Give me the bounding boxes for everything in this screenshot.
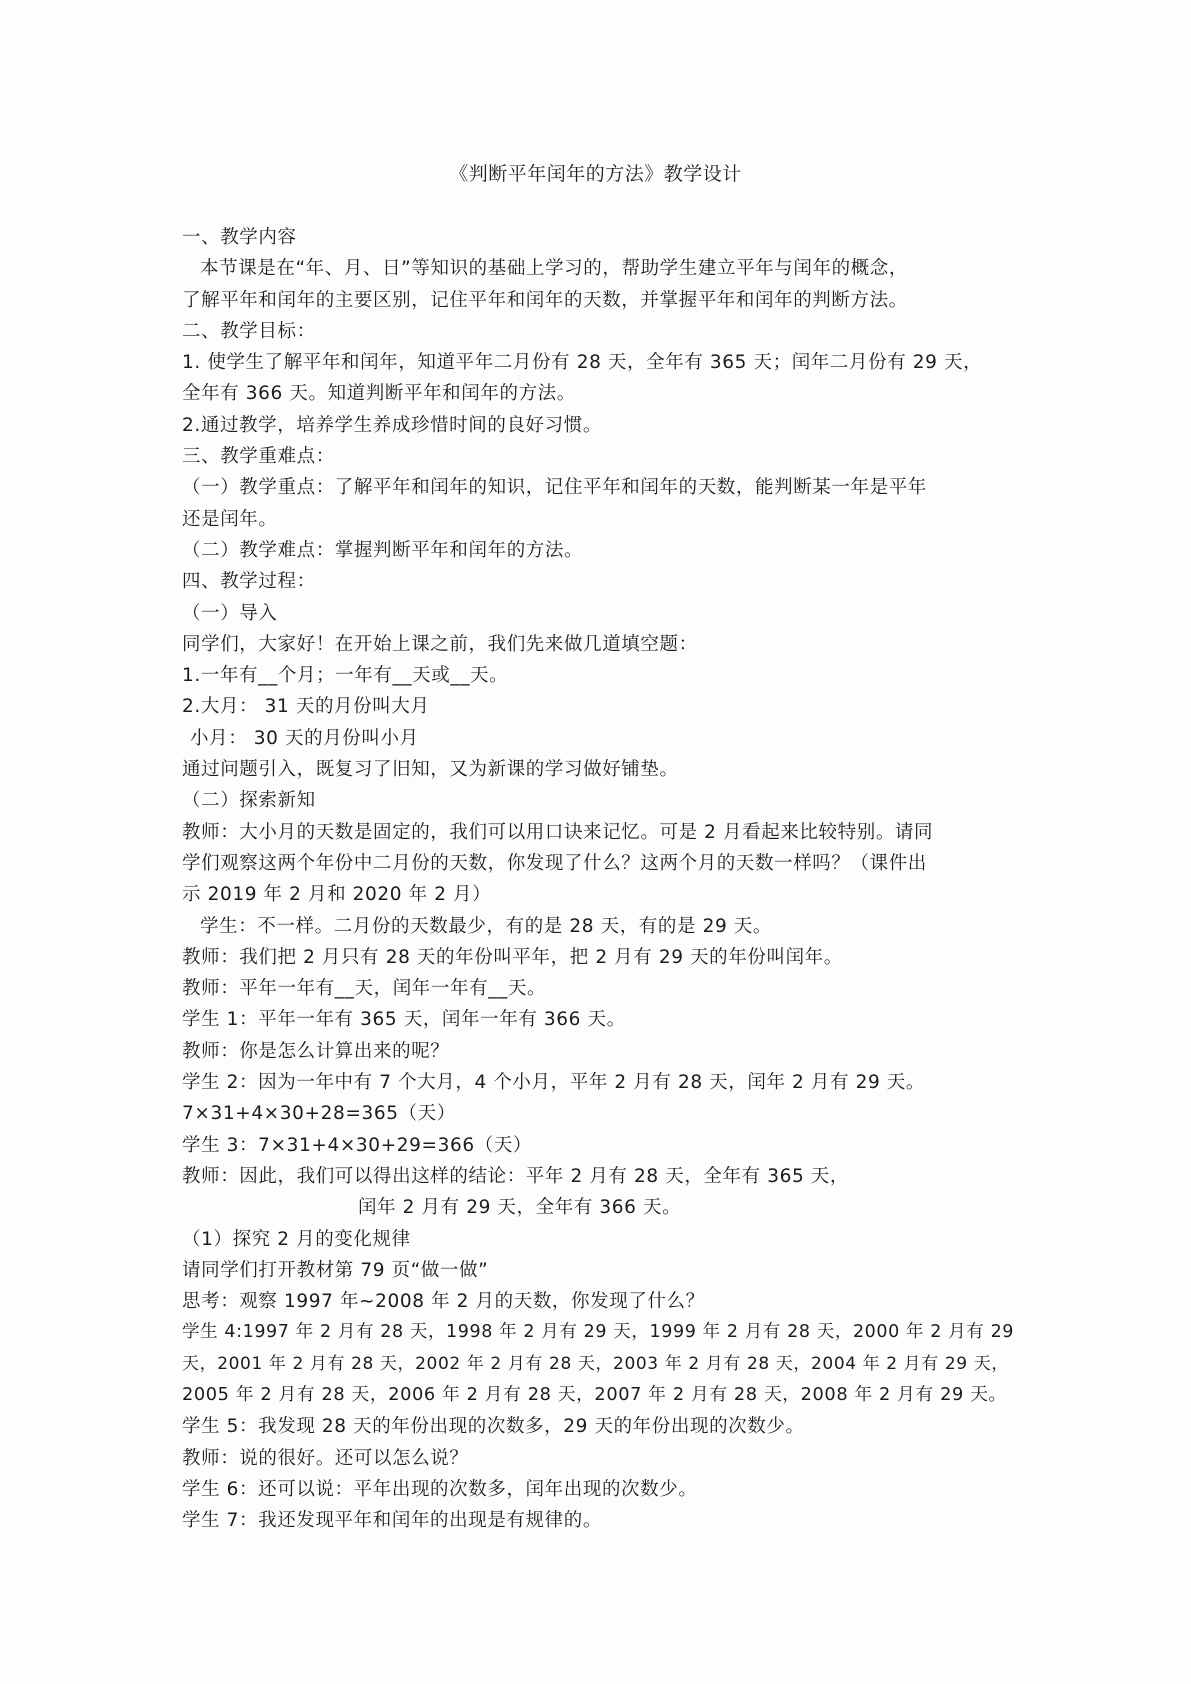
section-heading-key-points: 三、教学重难点： [182, 446, 335, 468]
paragraph-line: 天，2001 年 2 月有 28 天，2002 年 2 月有 28 天，2003 年 2 月有 28 天，2004 年 2 月有 29 天， [182, 1353, 1009, 1374]
paragraph-line: 思考：观察 1997 年~2008 年 2 月的天数，你发现了什么？ [182, 1291, 705, 1313]
subsection-heading-february: （1）探究 2 月的变化规律 [182, 1228, 411, 1250]
subsection-heading-explore: （二）探索新知 [182, 790, 316, 812]
paragraph-line: 教师：我们把 2 月只有 28 天的年份叫平年，把 2 月有 29 天的年份叫闰年。 [182, 946, 843, 968]
paragraph-line: （一）教学重点：了解平年和闰年的知识，记住平年和闰年的天数，能判断某一年是平年 [182, 477, 927, 499]
section-heading-process: 四、教学过程： [182, 571, 316, 593]
paragraph-line: 学生 4:1997 年 2 月有 28 天，1998 年 2 月有 29 天，1999 年 2 月有 28 天，2000 年 2 月有 29 [182, 1322, 1015, 1343]
paragraph-line: 学生 7：我还发现平年和闰年的出现是有规律的。 [182, 1510, 602, 1532]
paragraph-line: 示 2019 年 2 月和 2020 年 2 月） [182, 884, 492, 906]
paragraph-line: 学们观察这两个年份中二月份的天数，你发现了什么？这两个月的天数一样吗？（课件出 [182, 852, 927, 874]
formula-line: 7×31+4×30+28=365（天） [182, 1103, 456, 1125]
section-heading-content: 一、教学内容 [182, 227, 297, 248]
paragraph-line: 学生 1：平年一年有 365 天，闰年一年有 366 天。 [182, 1009, 626, 1031]
paragraph-line: 教师：你是怎么计算出来的呢？ [182, 1040, 450, 1062]
paragraph-line: 通过问题引入，既复习了旧知，又为新课的学习做好铺垫。 [182, 759, 679, 781]
paragraph-line: 1.一年有__个月；一年有__天或__天。 [182, 665, 509, 687]
paragraph-line: 全年有 366 天。知道判断平年和闰年的方法。 [182, 383, 576, 405]
paragraph-line: 1. 使学生了解平年和闰年，知道平年二月份有 28 天，全年有 365 天；闰年二月份有 29 天， [182, 352, 983, 374]
paragraph-line: 还是闰年。 [182, 508, 278, 530]
paragraph-line: 教师：平年一年有__天，闰年一年有__天。 [182, 978, 547, 1000]
paragraph-line: 学生 2：因为一年中有 7 个大月，4 个小月，平年 2 月有 28 天，闰年 2 月有 29 天。 [182, 1072, 926, 1094]
paragraph-line: （二）教学难点：掌握判断平年和闰年的方法。 [182, 539, 584, 561]
paragraph-line: 教师：说的很好。还可以怎么说？ [182, 1447, 469, 1469]
paragraph-line: 学生 5：我发现 28 天的年份出现的次数多，29 天的年份出现的次数少。 [182, 1416, 805, 1438]
paragraph-line: 学生 3：7×31+4×30+29=366（天） [182, 1134, 533, 1156]
paragraph-line: 同学们，大家好！在开始上课之前，我们先来做几道填空题： [182, 633, 698, 655]
paragraph-line: 学生 6：还可以说：平年出现的次数多，闰年出现的次数少。 [182, 1478, 698, 1500]
paragraph-line: 2.大月： 31 天的月份叫大月 [182, 696, 430, 718]
paragraph-line: 了解平年和闰年的主要区别，记住平年和闰年的天数，并掌握平年和闰年的判断方法。 [182, 289, 908, 311]
paragraph-line: 教师：因此，我们可以得出这样的结论：平年 2 月有 28 天，全年有 365 天， [182, 1165, 850, 1187]
paragraph-line: 请同学们打开教材第 79 页“做一做” [182, 1259, 489, 1281]
paragraph-line: 教师：大小月的天数是固定的，我们可以用口诀来记忆。可是 2 月看起来比较特别。请同 [182, 821, 934, 843]
document-body [182, 222, 1017, 1536]
paragraph-line: 闰年 2 月有 29 天，全年有 366 天。 [358, 1197, 682, 1219]
paragraph-line: 本节课是在“年、月、日”等知识的基础上学习的，帮助学生建立平年与闰年的概念， [200, 258, 908, 280]
paragraph-line: 学生：不一样。二月份的天数最少，有的是 28 天，有的是 29 天。 [200, 915, 773, 937]
subsection-heading-intro: （一）导入 [182, 602, 278, 624]
section-heading-goals: 二、教学目标： [182, 320, 316, 342]
document-title: 《判断平年闰年的方法》教学设计 [449, 163, 742, 185]
paragraph-line: 小月： 30 天的月份叫小月 [190, 727, 419, 749]
paragraph-line: 2.通过教学，培养学生养成珍惜时间的良好习惯。 [182, 414, 602, 436]
paragraph-line: 2005 年 2 月有 28 天，2006 年 2 月有 28 天，2007 年 2 月有 28 天，2008 年 2 月有 29 天。 [182, 1384, 1007, 1405]
